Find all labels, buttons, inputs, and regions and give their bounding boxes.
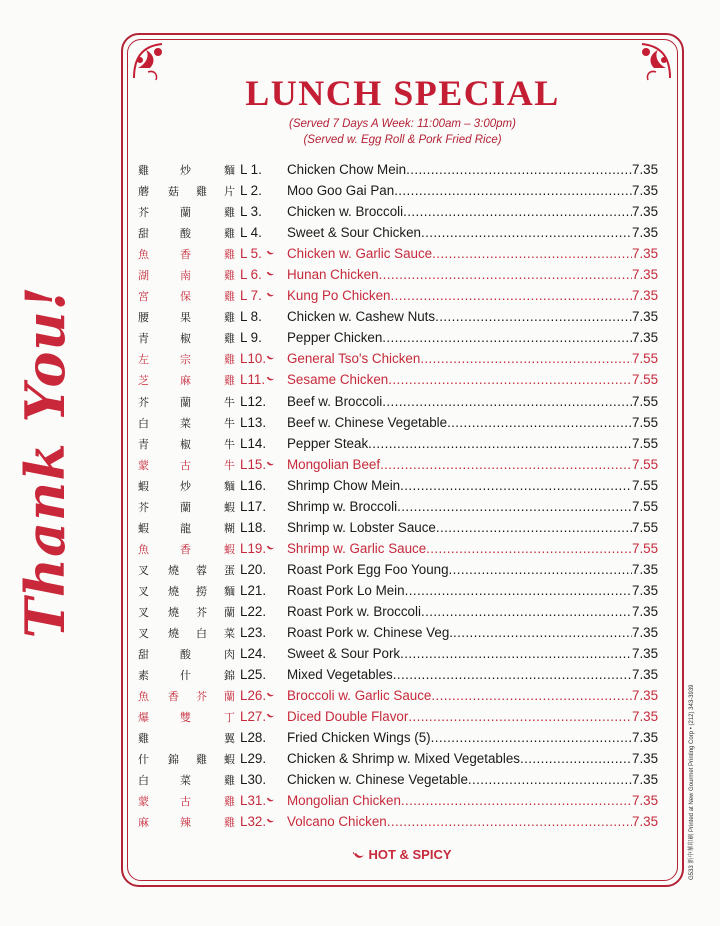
- menu-item: 麻 辣 雞 L32. Volcano Chicken ..... 7.35: [138, 812, 664, 833]
- menu-item-code: L15.: [240, 456, 267, 472]
- menu-item-code: L29.: [240, 751, 267, 767]
- hours-subtitle: (Served 7 Days A Week: 11:00am – 3:00pm): [289, 118, 516, 130]
- menu-item-price: 7.55: [632, 519, 659, 535]
- menu-item-code: L 3.: [240, 204, 262, 220]
- chili-pepper-icon: [266, 461, 275, 467]
- chili-pepper-icon: [266, 713, 275, 719]
- chili-pepper-icon: [266, 271, 275, 277]
- menu-item-name-text: Moo Goo Gai Pan: [287, 183, 395, 199]
- menu-item-name-text: Beef w. Broccoli: [287, 393, 383, 409]
- menu-item-name: [287, 183, 632, 198]
- menu-item: 湖 南 雞 L 6. Hunan Chicken ..... 7.35: [138, 265, 664, 286]
- dot-leader: [431, 730, 632, 745]
- dot-leader: [368, 436, 632, 451]
- menu-item-code: L32.: [240, 814, 267, 830]
- menu-item-price: 7.55: [632, 498, 659, 514]
- chili-pepper-icon: [266, 292, 275, 298]
- menu-item-name: [287, 309, 632, 324]
- menu-item-price: 7.35: [632, 688, 659, 704]
- menu-item: 蒙 古 牛 L15. Mongolian Beef ..... 7.55: [138, 455, 664, 476]
- menu-item-price: 7.35: [632, 814, 659, 830]
- menu-item-name-text: Sweet & Sour Chicken: [287, 225, 421, 241]
- menu-item-name-text: Shrimp w. Lobster Sauce: [287, 519, 436, 535]
- page-title: LUNCH SPECIAL: [245, 73, 560, 113]
- menu-item-code: L11.: [240, 372, 266, 388]
- menu-item: 芝 麻 雞 L11. Sesame Chicken ..... 7.55: [138, 370, 664, 391]
- menu-item-price: 7.55: [632, 456, 659, 472]
- menu-item-name: [287, 478, 632, 493]
- menu-item-code: L 2.: [240, 183, 262, 199]
- menu-item-name: [287, 709, 632, 724]
- menu-item-price: 7.35: [632, 751, 659, 767]
- menu-item: 蝦 炒 麵 L16. Shrimp Chow Mein ..... 7.55: [138, 476, 664, 497]
- menu-item-name-text: Pepper Steak: [287, 435, 369, 451]
- chili-pepper-icon: [266, 692, 275, 698]
- menu-item-price: 7.55: [632, 414, 659, 430]
- menu-item: 宮 保 雞 L 7. Kung Po Chicken ..... 7.35: [138, 286, 664, 307]
- dot-leader: [400, 646, 632, 661]
- menu-item-code: L 8.: [240, 309, 262, 325]
- menu-item-name: [287, 583, 632, 598]
- menu-item-name-text: Beef w. Chinese Vegetable: [287, 414, 448, 430]
- menu-item-name: [287, 541, 632, 556]
- menu-item: 叉 燒 白 菜 L23. Roast Pork w. Chinese Veg. ..... 7.35: [138, 623, 664, 644]
- menu-item-price: 7.35: [632, 183, 659, 199]
- menu-item-code: L 6.: [240, 267, 262, 283]
- menu-item-price: 7.35: [632, 288, 659, 304]
- menu-item-name-text: Mixed Vegetables: [287, 667, 393, 683]
- menu-item-name-text: Chicken & Shrimp w. Mixed Vegetables: [287, 751, 520, 767]
- dot-leader: [408, 709, 632, 724]
- menu-item: 叉 燒 蓉 蛋 L20. Roast Pork Egg Foo Young ..... 7.35: [138, 560, 664, 581]
- menu-item: 甜 酸 肉 L24. Sweet & Sour Pork ..... 7.35: [138, 644, 664, 665]
- menu-item: 蝦 龍 糊 L18. Shrimp w. Lobster Sauce ..... 7.55: [138, 518, 664, 539]
- menu-item-name-text: Hunan Chicken: [287, 267, 379, 283]
- menu-item-code: L 7.: [240, 288, 262, 304]
- menu-item-name-text: Sesame Chicken: [287, 372, 389, 388]
- menu-item: 芥 蘭 牛 L12. Beef w. Broccoli ..... 7.55: [138, 392, 664, 413]
- menu-item-price: 7.35: [632, 204, 659, 220]
- menu-item-code: L13.: [240, 414, 267, 430]
- menu-item-name-text: Chicken w. Chinese Vegetable: [287, 772, 468, 788]
- menu-item-name-text: Kung Po Chicken: [287, 288, 391, 304]
- dot-leader: [468, 772, 632, 787]
- menu-item-price: 7.35: [632, 330, 659, 346]
- menu-item-price: 7.35: [632, 246, 659, 262]
- menu-item: 魚 香 芥 蘭 L26. Broccoli w. Garlic Sauce ..... 7.35: [138, 686, 664, 707]
- menu-item-price: 7.35: [632, 561, 659, 577]
- menu-item-price: 7.35: [632, 793, 659, 809]
- menu-item-name-text: Fried Chicken Wings (5): [287, 730, 431, 746]
- menu-item-name-text: Shrimp Chow Mein: [287, 477, 401, 493]
- menu-item-name: [287, 499, 632, 514]
- menu-item: 白 菜 雞 L30. Chicken w. Chinese Vegetable ..... 7.35: [138, 770, 664, 791]
- menu-item-name: [287, 520, 632, 535]
- dot-leader: [390, 288, 632, 303]
- menu-item-price: 7.35: [632, 772, 659, 788]
- menu-item-code: L20.: [240, 561, 267, 577]
- menu-item-name-text: Chicken w. Garlic Sauce: [287, 246, 433, 262]
- menu-item: 叉 燒 撈 麵 L21. Roast Pork Lo Mein ..... 7.35: [138, 581, 664, 602]
- menu-item-name: [287, 288, 632, 303]
- menu-item-name-text: Volcano Chicken: [287, 814, 387, 830]
- menu-item-price: 7.35: [632, 162, 659, 177]
- menu-item-name: [287, 562, 632, 577]
- dot-leader: [397, 499, 632, 514]
- dot-leader: [382, 330, 632, 345]
- menu-item-code: L30.: [240, 772, 267, 788]
- menu-item-code: L19.: [240, 540, 267, 556]
- menu-item-code: L10.: [240, 351, 267, 367]
- menu-item-price: 7.35: [632, 667, 659, 683]
- menu-item-name-text: Roast Pork w. Broccoli: [287, 603, 421, 619]
- menu-item-name: [287, 772, 632, 787]
- menu-item-name-text: Pepper Chicken: [287, 330, 383, 346]
- includes-subtitle: (Served w. Egg Roll & Pork Fried Rice): [303, 134, 502, 146]
- menu-item: 青 椒 牛 L14. Pepper Steak ..... 7.55: [138, 434, 664, 455]
- menu-item-price: 7.35: [632, 267, 659, 283]
- chili-pepper-icon: [266, 355, 275, 361]
- menu-item: 芥 蘭 蝦 L17. Shrimp w. Broccoli ..... 7.55: [138, 497, 664, 518]
- menu-item: 魚 香 雞 L 5. Chicken w. Garlic Sauce ..... 7.35: [138, 244, 664, 265]
- dot-leader: [400, 478, 632, 493]
- menu-item-code: L16.: [240, 477, 267, 493]
- menu-item-price: 7.35: [632, 603, 659, 619]
- menu-item-price: 7.55: [632, 477, 659, 493]
- dot-leader: [403, 204, 632, 219]
- menu-item-name-text: Chicken Chow Mein: [287, 162, 407, 177]
- dot-leader: [432, 246, 632, 261]
- menu-item-code: L28.: [240, 730, 267, 746]
- dot-leader: [520, 751, 632, 766]
- dot-leader: [379, 267, 632, 282]
- menu-item: 素 什 錦 L25. Mixed Vegetables ..... 7.35: [138, 665, 664, 686]
- menu-item-code: L18.: [240, 519, 267, 535]
- dot-leader: [388, 372, 632, 387]
- dot-leader: [435, 309, 632, 324]
- dot-leader: [401, 793, 632, 808]
- menu-item-price: 7.55: [632, 540, 659, 556]
- menu-item-price: 7.55: [632, 351, 659, 367]
- chili-pepper-icon: [266, 545, 275, 551]
- menu-item: 叉 燒 芥 蘭 L22. Roast Pork w. Broccoli ..... 7.35: [138, 602, 664, 623]
- dot-leader: [431, 688, 632, 703]
- menu-item: 芥 蘭 雞 L 3. Chicken w. Broccoli ..... 7.35: [138, 202, 664, 223]
- menu-item: 魚 香 蝦 L19. Shrimp w. Garlic Sauce ..... 7.55: [138, 539, 664, 560]
- menu-item-code: L21.: [240, 582, 267, 598]
- menu-item: 青 椒 雞 L 9. Pepper Chicken ..... 7.35: [138, 328, 664, 349]
- menu-item-name-text: Roast Pork w. Chinese Veg.: [287, 625, 453, 641]
- menu-item-name: [287, 436, 632, 451]
- dot-leader: [393, 667, 632, 682]
- dot-leader: [420, 351, 632, 366]
- menu-item-price: 7.35: [632, 225, 659, 241]
- thank-you-text: Thank You!: [13, 285, 77, 639]
- menu-item-name: [287, 457, 632, 472]
- menu-item-name: [287, 415, 632, 430]
- menu-item-code: L17.: [240, 498, 267, 514]
- menu-item-name: [287, 625, 632, 640]
- menu-item-price: 7.35: [632, 309, 659, 325]
- menu-item-code: L24.: [240, 646, 267, 662]
- menu-item-name-text: Chicken w. Broccoli: [287, 204, 404, 220]
- menu-item-code: L31.: [240, 793, 267, 809]
- menu-item-name-text: Roast Pork Egg Foo Young: [287, 561, 449, 577]
- menu-item: 雞 炒 麵 L 1. Chicken Chow Mein ..... 7.35: [138, 160, 664, 181]
- menu-item-name-text: Roast Pork Lo Mein: [287, 582, 405, 598]
- menu-item-code: L 1.: [240, 162, 262, 177]
- chili-pepper-icon: [266, 797, 275, 803]
- menu-item-name: [287, 204, 632, 219]
- menu-item-code: L12.: [240, 393, 267, 409]
- dot-leader: [382, 394, 632, 409]
- menu-item-name: [287, 267, 632, 282]
- menu-item-name-text: Chicken w. Cashew Nuts: [287, 309, 436, 325]
- menu-item: 雞 翼 L28. Fried Chicken Wings (5) ..... 7.35: [138, 728, 664, 749]
- dot-leader: [449, 562, 632, 577]
- menu-item-name: [287, 604, 632, 619]
- menu-item-name: [287, 330, 632, 345]
- dot-leader: [436, 520, 632, 535]
- dot-leader: [453, 625, 632, 640]
- menu-item-name: [287, 751, 632, 766]
- menu-item-price: 7.35: [632, 582, 659, 598]
- menu-item-price: 7.55: [632, 372, 659, 388]
- menu-item-name: [287, 688, 632, 703]
- chili-pepper-icon: [266, 250, 275, 256]
- menu-item: 腰 果 雞 L 8. Chicken w. Cashew Nuts ..... 7.35: [138, 307, 664, 328]
- chili-pepper-icon: [266, 818, 275, 824]
- menu-item-price: 7.55: [632, 393, 659, 409]
- menu-item-name: [287, 246, 632, 261]
- menu-item: 蒙 古 雞 L31. Mongolian Chicken ..... 7.35: [138, 791, 664, 812]
- menu-item-price: 7.35: [632, 646, 659, 662]
- dot-leader: [421, 604, 632, 619]
- menu-item: 白 菜 牛 L13. Beef w. Chinese Vegetable ..... 7.55: [138, 413, 664, 434]
- menu-item-code: L26.: [240, 688, 267, 704]
- menu-item-code: L25.: [240, 667, 267, 683]
- menu-item-price: 7.35: [632, 730, 659, 746]
- dot-leader: [421, 225, 632, 240]
- menu-item-price: 7.55: [632, 435, 659, 451]
- menu-item-name: [287, 793, 632, 808]
- menu-item-name-text: Sweet & Sour Pork: [287, 646, 401, 662]
- menu-item-name-text: Mongolian Chicken: [287, 793, 401, 809]
- menu-item-code: L14.: [240, 435, 267, 451]
- dot-leader: [406, 162, 632, 177]
- menu-item-code: L 9.: [240, 330, 262, 346]
- menu-item-name: [287, 646, 632, 661]
- menu-item-name: [287, 372, 632, 387]
- menu-item-name: [287, 394, 632, 409]
- hot-spicy-legend: HOT & SPICY: [120, 847, 685, 862]
- dot-leader: [447, 415, 632, 430]
- menu-item-name: [287, 225, 632, 240]
- menu-item-name-text: Broccoli w. Garlic Sauce: [287, 688, 432, 704]
- dot-leader: [426, 541, 632, 556]
- menu-item: 什 錦 雞 蝦 L29. Chicken & Shrimp w. Mixed Vegetables ..... 7.35: [138, 749, 664, 770]
- menu-item-code: L 4.: [240, 225, 262, 241]
- menu-item: 甜 酸 雞 L 4. Sweet & Sour Chicken ..... 7.35: [138, 223, 664, 244]
- menu-item: 左 宗 雞 L10. General Tso's Chicken ..... 7.55: [138, 349, 664, 370]
- menu-item-name: [287, 162, 632, 177]
- menu-item: 爆 雙 丁 L27. Diced Double Flavor ..... 7.35: [138, 707, 664, 728]
- chili-pepper-icon: [353, 852, 365, 860]
- chili-pepper-icon: [266, 376, 275, 382]
- printer-credit: G533 新中華印刷 Printed at New Gourmet Printing Corp • (212) 343-3939: [689, 684, 695, 880]
- menu-item-name-text: Mongolian Beef: [287, 456, 381, 472]
- menu-item-price: 7.35: [632, 709, 659, 725]
- menu-item: 蘑 菇 雞 片 L 2. Moo Goo Gai Pan ..... 7.35: [138, 181, 664, 202]
- menu-item-name-text: Shrimp w. Garlic Sauce: [287, 540, 427, 556]
- menu-item-code: L23.: [240, 625, 267, 641]
- menu-item-name-text: Diced Double Flavor: [287, 709, 409, 725]
- menu-item-name-text: Shrimp w. Broccoli: [287, 498, 398, 514]
- dot-leader: [405, 583, 632, 598]
- menu-item-name: [287, 667, 632, 682]
- menu-item-code: L 5.: [240, 246, 262, 262]
- menu-item-price: 7.35: [632, 625, 659, 641]
- dot-leader: [387, 814, 632, 829]
- dot-leader: [394, 183, 632, 198]
- menu-list: [138, 160, 664, 834]
- menu-item-name: [287, 814, 632, 829]
- menu-item-name-text: General Tso's Chicken: [287, 351, 421, 367]
- dot-leader: [380, 457, 632, 472]
- menu-item-code: L27.: [240, 709, 267, 725]
- menu-item-name: [287, 351, 632, 366]
- menu-item-code: L22.: [240, 603, 267, 619]
- menu-item-name: [287, 730, 632, 745]
